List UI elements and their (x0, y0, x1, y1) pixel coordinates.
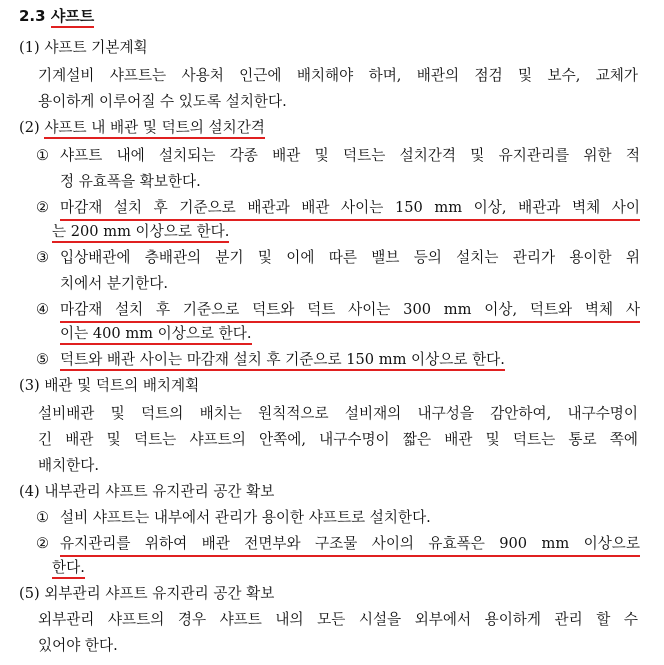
item-5-heading: (5) 외부관리 샤프트 유지관리 공간 확보 (19, 585, 275, 602)
item-2-heading: (2) 샤프트 내 배관 및 덕트의 설치간격 (19, 118, 265, 138)
item-5-body-line: 있어야 한다. (38, 637, 118, 654)
subitem-label: ⑤ (36, 351, 50, 368)
subitem-line: 마감재 설치 후 기준으로 덕트와 덕트 사이는 300 mm 이상, 덕트와 벽체 사 (60, 300, 640, 323)
subitem-label: ① (36, 509, 50, 526)
subitem-line: 이는 400 mm 이상으로 한다. (60, 324, 252, 344)
section-title-text: 샤프트 (51, 7, 94, 28)
subitem-line: 덕트와 배관 사이는 마감재 설치 후 기준으로 150 mm 이상으로 한다. (60, 350, 505, 370)
subitem-line: 입상배관에 층배관의 분기 및 이에 따른 밸브 등의 설치는 관리가 용이한 위 (60, 249, 640, 266)
item-1-heading: (1) 샤프트 기본계획 (19, 39, 148, 56)
item-3-body-line: 배치한다. (38, 457, 100, 474)
subitem-label: ③ (36, 249, 50, 266)
item-3-body-line: 긴 배관 및 덕트는 샤프트의 안쪽에, 내구수명이 짧은 배관 및 덕트는 통로 쪽에 (38, 431, 638, 448)
item-3-heading: (3) 배관 및 덕트의 배치계획 (19, 377, 200, 394)
item-4-heading: (4) 내부관리 샤프트 유지관리 공간 확보 (19, 483, 275, 500)
item-1-body-line: 용이하게 이루어질 수 있도록 설치한다. (38, 93, 287, 110)
section-number: 2.3 (19, 7, 46, 25)
item-1-body-line: 기계설비 샤프트는 사용처 인근에 배치해야 하며, 배관의 점검 및 보수, 교체가 (38, 67, 638, 84)
subitem-line: 마감재 설치 후 기준으로 배관과 배관 사이는 150 mm 이상, 배관과 벽체 사이 (60, 198, 640, 221)
subitem-label: ① (36, 147, 50, 164)
subitem-label: ④ (36, 301, 50, 318)
subitem-label: ② (36, 535, 50, 552)
subitem-line: 는 200 mm 이상으로 한다. (52, 222, 229, 242)
section-title (19, 6, 94, 26)
subitem-line: 한다. (52, 558, 85, 578)
item-3-body-line: 설비배관 및 덕트의 배치는 원칙적으로 설비재의 내구성을 감안하여, 내구수명이 (38, 405, 638, 422)
subitem-line: 치에서 분기한다. (60, 275, 168, 292)
subitem-line: 유지관리를 위하여 배관 전면부와 구조물 사이의 유효폭은 900 mm 이상으로 (60, 534, 640, 557)
subitem-line: 샤프트 내에 설치되는 각종 배관 및 덕트는 설치간격 및 유지관리를 위한 적 (60, 147, 640, 164)
subitem-line: 정 유효폭을 확보한다. (60, 173, 201, 190)
subitem-label: ② (36, 199, 50, 216)
item-5-body-line: 외부관리 샤프트의 경우 샤프트 내의 모든 시설을 외부에서 용이하게 관리 할 수 (38, 611, 638, 628)
subitem-line: 설비 샤프트는 내부에서 관리가 용이한 샤프트로 설치한다. (60, 509, 431, 526)
